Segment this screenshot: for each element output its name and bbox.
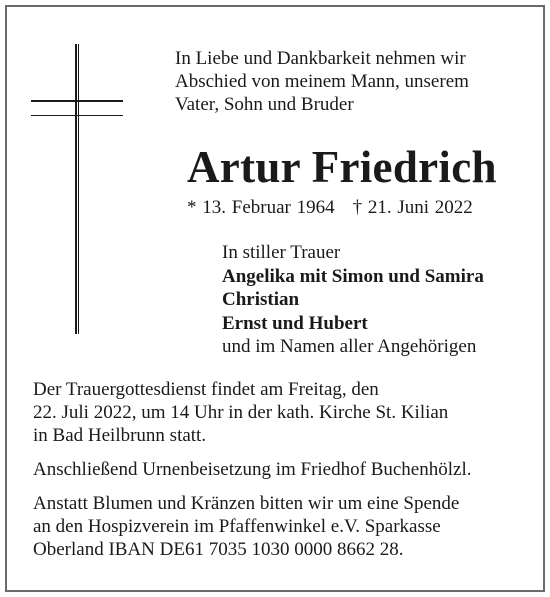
mourner-name: Christian: [222, 289, 300, 310]
service-line: Der Trauergottesdienst findet am Freitag, den: [33, 379, 379, 400]
donation-line: Oberland IBAN DE61 7035 1030 0000 8662 28.: [33, 539, 404, 560]
burial-line: Anschließend Urnenbeisetzung im Friedhof Buchenhölzl.: [33, 459, 472, 480]
mourners-closing: und im Namen aller Angehörigen: [222, 336, 477, 357]
donation-paragraph: [33, 492, 538, 561]
burial-paragraph: [33, 458, 538, 481]
donation-line: an den Hospizverein im Pfaffenwinkel e.V. Sparkasse: [33, 516, 441, 537]
cross-horizontal-beam: [31, 100, 123, 116]
intro-line: Abschied von meinem Mann, unserem: [175, 71, 469, 92]
service-line: in Bad Heilbrunn statt.: [33, 425, 207, 446]
mourner-name: Ernst und Hubert: [222, 312, 368, 334]
donation-line: Anstatt Blumen und Kränzen bitten wir um eine Spende: [33, 493, 460, 514]
cross-vertical-beam: [75, 44, 79, 334]
intro-line: Vater, Sohn und Bruder: [175, 94, 354, 115]
birth-date: * 13. Februar 1964: [187, 197, 335, 218]
intro-text: [175, 47, 535, 116]
service-line: 22. Juli 2022, um 14 Uhr in der kath. Kirche St. Kilian: [33, 402, 449, 423]
deceased-name: Artur Friedrich: [187, 142, 497, 192]
mourners-block: [222, 241, 484, 359]
life-dates: [187, 196, 473, 220]
service-paragraph: [33, 378, 538, 447]
death-date: † 21. Juni 2022: [352, 197, 473, 218]
intro-line: In Liebe und Dankbarkeit nehmen wir: [175, 48, 466, 69]
mourner-name: Angelika mit Simon und Samira: [222, 265, 484, 287]
mourners-heading: In stiller Trauer: [222, 242, 341, 263]
